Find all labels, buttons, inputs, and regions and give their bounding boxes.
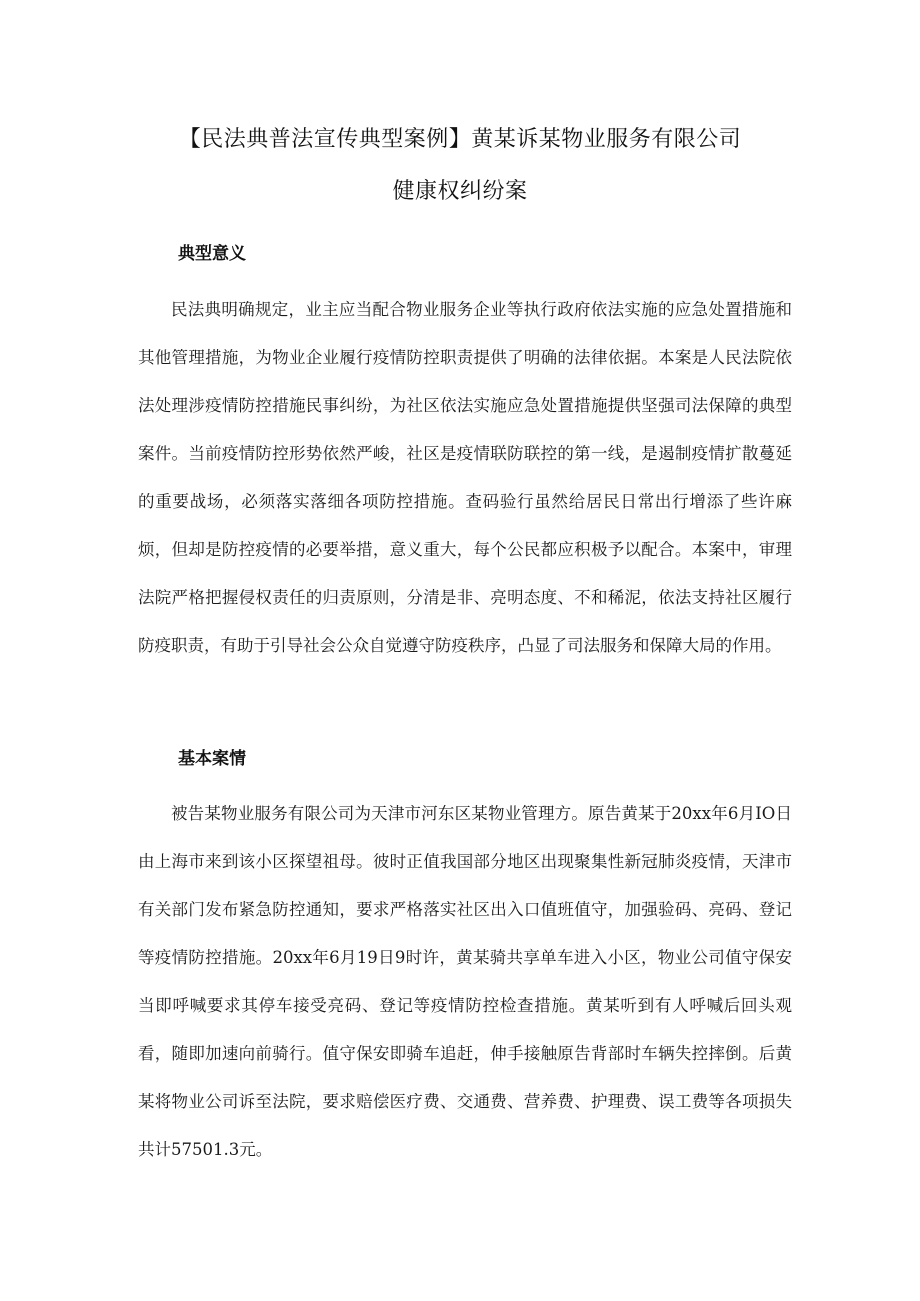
section-heading-basic-facts: 基本案情 [178, 749, 246, 769]
document-title-line2: 健康权纠纷案 [392, 179, 528, 204]
section-paragraph-significance: 民法典明确规定，业主应当配合物业服务企业等执行政府依法实施的应急处置措施和其他管理措施，为物业企业履行疫情防控职责提供了明确的法律依据。本案是人民法院依法处理涉疫情防控措施民事纠纷，为社区依法实施应急处置措施提供坚强司法保障的典型案件。当前疫情防控形势依然严峻，社区是疫情联防联控的第一线，是遏制疫情扩散蔓延的重要战场，必须落实落细各项防控措施。查码验行虽然给居民日常出行增添了些许麻烦，但却是防控疫情的必要举措，意义重大，每个公民都应积极予以配合。本案中，审理法院严格把握侵权责任的归责原则，分清是非、亮明态度、不和稀泥，依法支持社区履行防疫职责，有助于引导社会公众自觉遵守防疫秩序，凸显了司法服务和保障大局的作用。 [138, 300, 792, 655]
section-paragraph-basic-facts: 被告某物业服务有限公司为天津市河东区某物业管理方。原告黄某于20xx年6月IO日由上海市来到该小区探望祖母。彼时正值我国部分地区出现聚集性新冠肺炎疫情，天津市有关部门发布紧急防控通知，要求严格落实社区出入口值班值守，加强验码、亮码、登记等疫情防控措施。20xx年6月19日9时许，黄某骑共享单车进入小区，物业公司值守保安当即呼喊要求其停车接受亮码、登记等疫情防控检查措施。黄某听到有人呼喊后回头观看，随即加速向前骑行。值守保安即骑车追赶，伸手接触原告背部时车辆失控摔倒。后黄某将物业公司诉至法院，要求赔偿医疗费、交通费、营养费、护理费、误工费等各项损失共计57501.3元。 [138, 804, 792, 1159]
section-heading-significance: 典型意义 [178, 244, 246, 264]
document-title-line1: 【民法典普法宣传典型案例】黄某诉某物业服务有限公司 [178, 127, 742, 152]
